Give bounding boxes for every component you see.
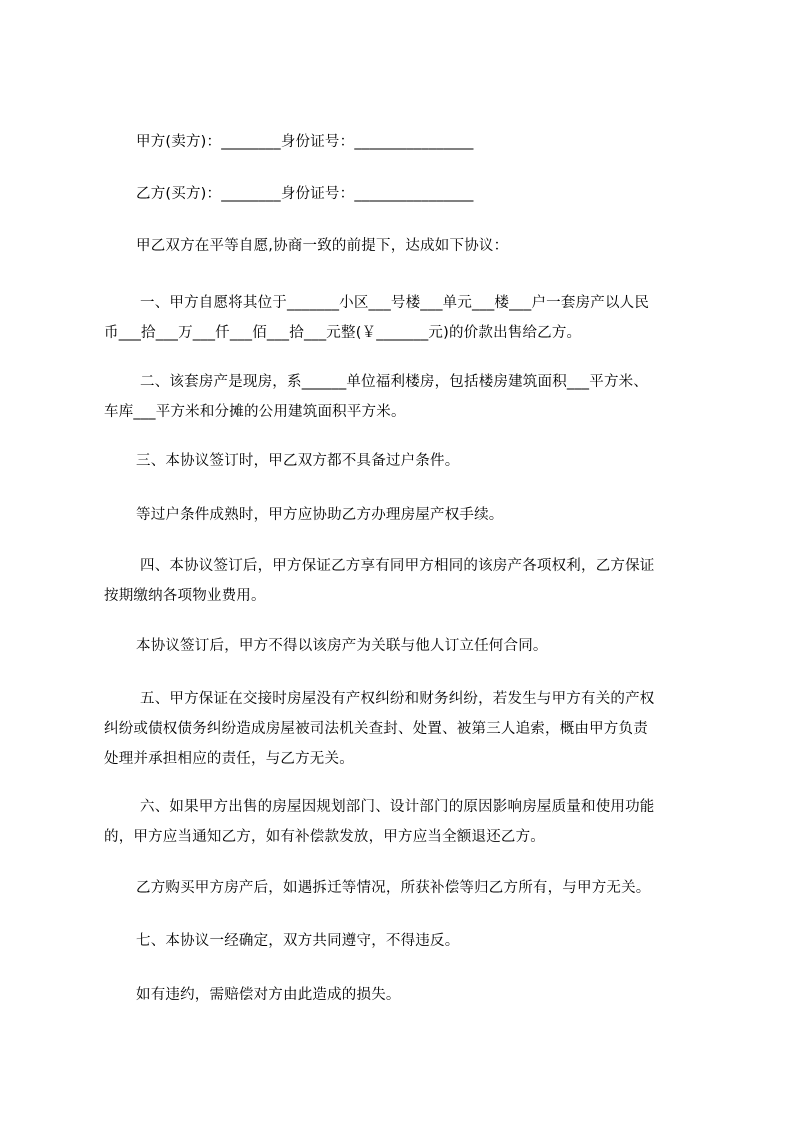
text-line: 七、本协议一经确定，双方共同遵守，不得违反。 — [136, 933, 460, 949]
text-line: 三、本协议签订时，甲乙双方都不具备过户条件。 — [136, 453, 460, 469]
text-line: 甲乙双方在平等自愿,协商一致的前提下，达成如下协议： — [136, 238, 509, 254]
clause-7-paragraph — [136, 926, 732, 956]
text-line: 二、该套房产是现房，系______单位福利楼房，包括楼房建筑面积___平方米、 — [140, 374, 649, 390]
clause-1-paragraph — [104, 288, 700, 348]
text-line: 乙方购买甲方房产后，如遇拆迁等情况，所获补偿等归乙方所有，与甲方无关。 — [136, 880, 651, 896]
clause-5-paragraph — [104, 684, 700, 774]
text-line: 本协议签订后，甲方不得以该房产为关联与他人订立任何合同。 — [136, 638, 548, 654]
text-line: 的，甲方应当通知乙方，如有补偿款发放，甲方应当全额退还乙方。 — [104, 829, 545, 845]
clause-3-paragraph — [136, 446, 732, 476]
clause-7b-paragraph — [136, 980, 732, 1010]
text-line: 一、甲方自愿将其位于_______小区___号楼___单元___楼___户一套房产以人民 — [140, 295, 650, 311]
buyer-line — [136, 179, 732, 209]
text-line: 纠纷或债权债务纠纷造成房屋被司法机关查封、处置、被第三人追索，概由甲方负责 — [104, 721, 648, 737]
clause-6-paragraph — [104, 792, 700, 852]
text-line: 乙方(买方)：________身份证号：________________ — [136, 186, 474, 202]
text-line: 车库___平方米和分摊的公用建筑面积平方米。 — [104, 404, 406, 420]
text-line: 按期缴纳各项物业费用。 — [104, 588, 266, 604]
text-line: 如有违约，需赔偿对方由此造成的损失。 — [136, 987, 401, 1003]
text-line: 币___拾___万___仟___佰___拾___元整(￥_______元)的价款出售给乙方。 — [104, 325, 582, 341]
text-line: 等过户条件成熟时，甲方应协助乙方办理房屋产权手续。 — [136, 507, 504, 523]
clause-3b-paragraph — [136, 500, 732, 530]
text-line: 处理并承担相应的责任，与乙方无关。 — [104, 751, 354, 767]
clause-4-paragraph — [104, 551, 700, 611]
clause-4b-paragraph — [136, 631, 732, 661]
preamble-paragraph — [136, 231, 732, 261]
clause-2-paragraph — [104, 367, 700, 427]
text-line: 四、本协议签订后，甲方保证乙方享有同甲方相同的该房产各项权利，乙方保证 — [140, 558, 655, 574]
seller-line — [136, 127, 732, 157]
text-line: 五、甲方保证在交接时房屋没有产权纠纷和财务纠纷，若发生与甲方有关的产权 — [140, 691, 655, 707]
clause-6b-paragraph — [136, 873, 732, 903]
text-line: 六、如果甲方出售的房屋因规划部门、设计部门的原因影响房屋质量和使用功能 — [140, 799, 655, 815]
text-line: 甲方(卖方)：________身份证号：________________ — [136, 134, 474, 150]
